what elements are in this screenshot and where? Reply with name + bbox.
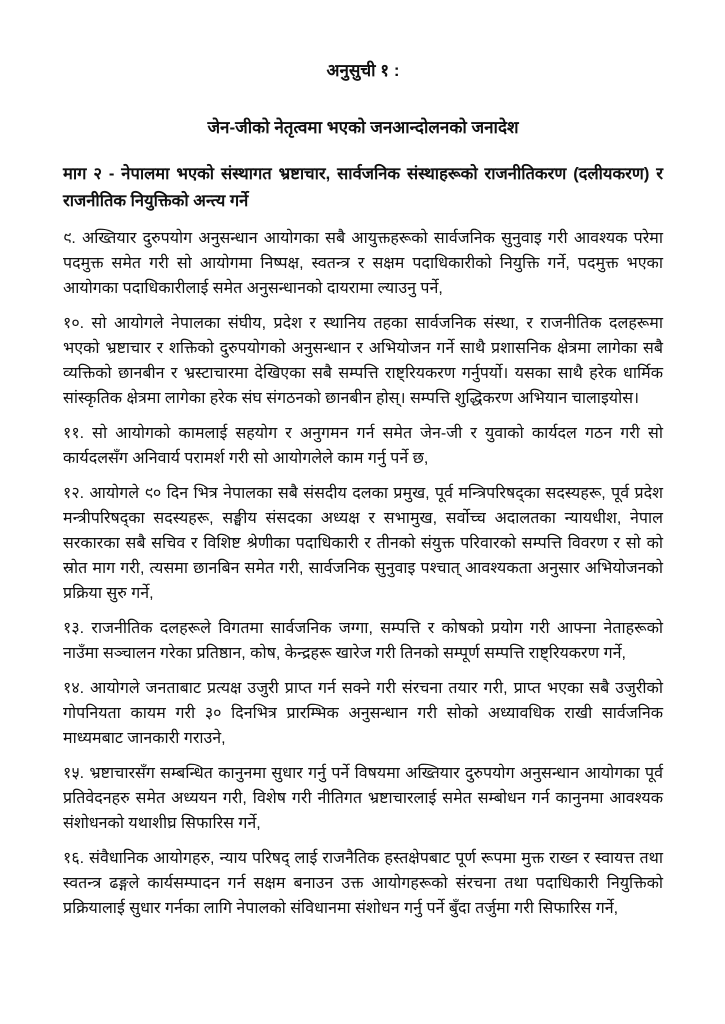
- page-title: अनुसुची १ :: [326, 61, 400, 80]
- paragraph-14: १४. आयोगले जनताबाट प्रत्यक्ष उजुरी प्राप्त गर्न सक्ने गरी संरचना तयार गरी, प्राप्त भएका सबै उजुरीको गोपनियता कायम गरी ३० दिनभित्र प्रारम्भिक अनुसन्धान गरी सोको अध्यावधिक राखी सार्वजनिक माध्यमबाट जानकारी गराउने,: [63, 680, 663, 747]
- section-heading: माग २ - नेपालमा भएको संस्थागत भ्रष्टाचार, सार्वजनिक संस्थाहरूको राजनीतिकरण (दलीयकरण) र राजनीतिक नियुक्तिको अन्त्य गर्ने: [63, 165, 663, 210]
- paragraph-15: १५. भ्रष्टाचारसँग सम्बन्धित कानुनमा सुधार गर्नु पर्ने विषयमा अख्तियार दुरुपयोग अनुसन्धान आयोगका पूर्व प्रतिवेदनहरु समेत अध्ययन गरी, विशेष गरी नीतिगत भ्रष्टाचारलाई समेत सम्बोधन गर्न कानुनमा आवश्यक संशोधनको यथाशीघ्र सिफारिस गर्ने,: [63, 765, 663, 832]
- paragraph-13: १३. राजनीतिक दलहरूले विगतमा सार्वजनिक जग्गा, सम्पत्ति र कोषको प्रयोग गरी आफ्ना नेताहरूको नाउँमा सञ्चालन गरेका प्रतिष्ठान, कोष, केन्द्रहरू खारेज गरी तिनको सम्पूर्ण सम्पत्ति राष्ट्रियकरण गर्ने,: [63, 620, 663, 662]
- paragraph-12: १२. आयोगले ९० दिन भित्र नेपालका सबै संसदीय दलका प्रमुख, पूर्व मन्त्रिपरिषद्का सदस्यहरू, पूर्व प्रदेश मन्त्रीपरिषद्का सदस्यहरू, सङ्घीय संसदका अध्यक्ष र सभामुख, सर्वोच्च अदालतका न्यायधीश, नेपाल सरकारका सबै सचिव र विशिष्ट श्रेणीका पदाधिकारी र तीनको संयुक्त परिवारको सम्पत्ति विवरण र सो को स्रोत माग गरी, त्यसमा छानबिन समेत गरी, सार्वजनिक सुनुवाइ पश्चात् आवश्यकता अनुसार अभियोजनको प्रक्रिया सुरु गर्ने,: [63, 485, 663, 602]
- paragraph-10: १०. सो आयोगले नेपालका संघीय, प्रदेश र स्थानिय तहका सार्वजनिक संस्था, र राजनीतिक दलहरूमा भएको भ्रष्टाचार र शक्तिको दुरुपयोगको अनुसन्धान र अभियोजन गर्ने साथै प्रशासनिक क्षेत्रमा लागेका सबै व्यक्तिको छानबीन र भ्रस्टाचारमा देखिएका सबै सम्पत्ति राष्ट्रियकरण गर्नुपर्यो। यसका साथै हरेक धार्मिक सांस्कृतिक क्षेत्रमा लागेका हरेक संघ संगठनको छानबीन होस्। सम्पत्ति शुद्धिकरण अभियान चालाइयोस।: [63, 315, 663, 407]
- paragraph-11: ११. सो आयोगको कामलाई सहयोग र अनुगमन गर्न समेत जेन-जी र युवाको कार्यदल गठन गरी सो कार्यदलसँग अनिवार्य परामर्श गरी सो आयोगलेले काम गर्नु पर्ने छ,: [63, 425, 663, 467]
- paragraph-16: १६. संवैधानिक आयोगहरु, न्याय परिषद् लाई राजनैतिक हस्तक्षेपबाट पूर्ण रूपमा मुक्त राख्न र स्वायत्त तथा स्वतन्त्र ढङ्गले कार्यसम्पादन गर्न सक्षम बनाउन उक्त आयोगहरूको संरचना तथा पदाधिकारी नियुक्तिको प्रक्रियालाई सुधार गर्नका लागि नेपालको संविधानमा संशोधन गर्नु पर्ने बुँदा तर्जुमा गरी सिफारिस गर्ने,: [63, 850, 663, 917]
- paragraph-9: ९. अख्तियार दुरुपयोग अनुसन्धान आयोगका सबै आयुक्तहरूको सार्वजनिक सुनुवाइ गरी आवश्यक परेमा पदमुक्त समेत गरी सो आयोगमा निष्पक्ष, स्वतन्त्र र सक्षम पदाधिकारीको नियुक्ति गर्ने, पदमुक्त भएका आयोगका पदाधिकारीलाई समेत अनुसन्धानको दायरामा ल्याउनु पर्ने,: [63, 230, 663, 297]
- page-subtitle: जेन-जीको नेतृत्वमा भएको जनआन्दोलनको जनादेश: [207, 118, 519, 137]
